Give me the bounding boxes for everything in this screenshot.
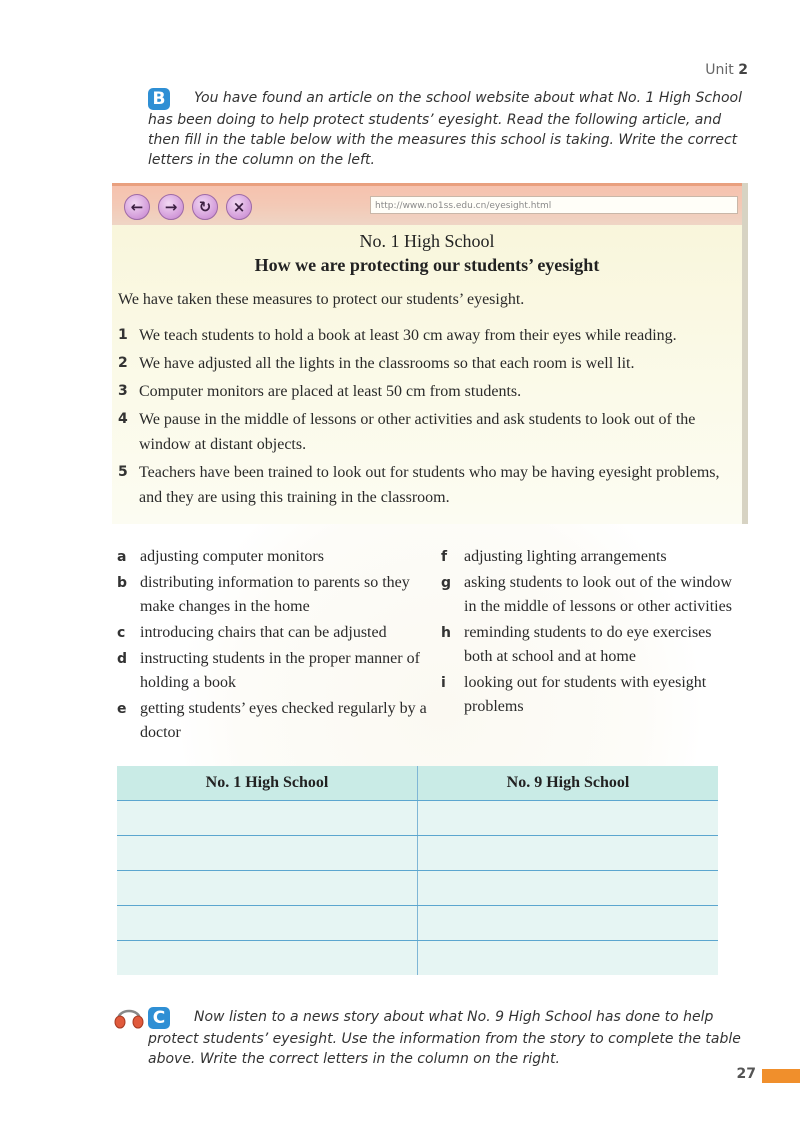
section-c-badge: C — [148, 1007, 170, 1029]
refresh-icon: ↻ — [198, 198, 212, 216]
list-item: 2 We have adjusted all the lights in the classrooms so that each room is well lit. — [118, 355, 635, 372]
list-item: 4 We pause in the middle of lessons or other activities and ask students to look out of the window at distant objects. — [118, 411, 696, 453]
answer-cell-right[interactable] — [418, 801, 719, 836]
measures-list — [118, 323, 738, 513]
article-title: No. 1 High School — [359, 231, 495, 251]
options-right — [441, 545, 741, 721]
forward-arrow-icon: → — [164, 198, 178, 216]
unit-label: Unit 2 — [705, 62, 748, 78]
section-b-badge: B — [148, 88, 170, 110]
browser-toolbar — [112, 183, 742, 225]
answer-cell-left[interactable] — [117, 906, 418, 941]
column-header-school-9: No. 9 High School — [418, 766, 719, 801]
column-header-school-1: No. 1 High School — [117, 766, 418, 801]
article-subtitle: How we are protecting our students’ eyesight — [254, 255, 600, 275]
option-item: f adjusting lighting arrangements — [441, 548, 667, 565]
option-item: d instructing students in the proper manner of holding a book — [117, 650, 420, 691]
table-row — [117, 836, 718, 871]
list-item: 5 Teachers have been trained to look out for students who may be having eyesight problems, and they are using this training in the classroom. — [118, 464, 720, 506]
answer-cell-right[interactable] — [418, 906, 719, 941]
answer-cell-left[interactable] — [117, 941, 418, 976]
option-item: a adjusting computer monitors — [117, 548, 324, 565]
section-c-instructions: C Now listen to a news story about what No. 9 High School has done to help protect students’ eyesight. Use the information from the story to complete the table above. Write the correct letters in the column on the right. — [148, 1008, 741, 1067]
table-row — [117, 801, 718, 836]
answer-cell-right[interactable] — [418, 941, 719, 976]
article-intro: We have taken these measures to protect our students’ eyesight. — [118, 291, 525, 308]
back-button[interactable] — [124, 194, 150, 220]
table-row — [117, 941, 718, 976]
answer-cell-left[interactable] — [117, 836, 418, 871]
close-icon: × — [232, 198, 246, 216]
list-item: 1 We teach students to hold a book at least 30 cm away from their eyes while reading. — [118, 327, 677, 344]
headphones-icon — [112, 1000, 146, 1032]
option-item: b distributing information to parents so they make changes in the home — [117, 574, 410, 615]
answer-cell-left[interactable] — [117, 801, 418, 836]
list-item: 3 Computer monitors are placed at least 50 cm from students. — [118, 383, 522, 400]
section-b-instructions: B You have found an article on the school website about what No. 1 High School has been doing to help protect students’ eyesight. Read the following article, and then fill in the table below with the measures this school is taking. Write the correct letters in the column on the left. — [148, 89, 742, 168]
close-button[interactable] — [226, 194, 252, 220]
address-bar[interactable]: http://www.no1ss.edu.cn/eyesight.html — [370, 196, 738, 214]
back-arrow-icon: ← — [130, 198, 144, 216]
table-row — [117, 906, 718, 941]
option-item: h reminding students to do eye exercises both at school and at home — [441, 624, 712, 665]
refresh-button[interactable] — [192, 194, 218, 220]
option-item: e getting students’ eyes checked regularly by a doctor — [117, 700, 427, 741]
answer-table — [117, 766, 718, 975]
option-item: c introducing chairs that can be adjusted — [117, 624, 387, 641]
option-item: i looking out for students with eyesight problems — [441, 674, 707, 715]
forward-button[interactable] — [158, 194, 184, 220]
browser-window — [112, 183, 748, 524]
answer-cell-right[interactable] — [418, 836, 719, 871]
answer-cell-left[interactable] — [117, 871, 418, 906]
option-item: g asking students to look out of the window in the middle of lessons or other activities — [441, 574, 732, 615]
options-left — [117, 545, 437, 747]
table-row — [117, 871, 718, 906]
answer-cell-right[interactable] — [418, 871, 719, 906]
page-accent-bar — [762, 1069, 800, 1083]
page-number: 27 — [736, 1066, 756, 1082]
